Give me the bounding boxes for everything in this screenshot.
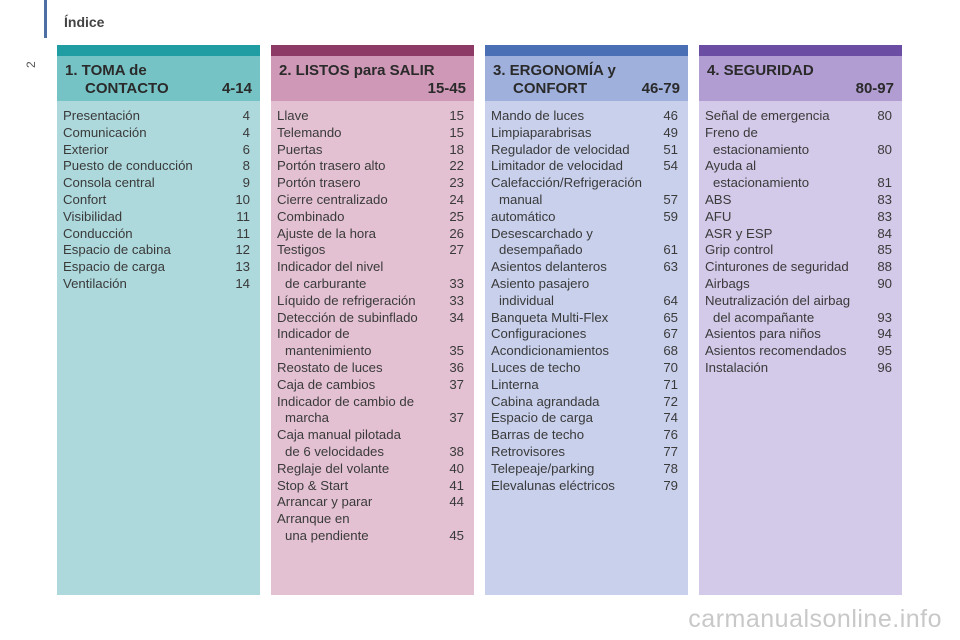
toc-entry[interactable] bbox=[63, 158, 250, 175]
toc-entry-page: 6 bbox=[242, 141, 250, 157]
toc-entry-page: 81 bbox=[877, 175, 892, 191]
toc-entry-page: 37 bbox=[449, 376, 464, 392]
toc-entry-label: Espacio de cabina bbox=[63, 242, 171, 258]
toc-entry-label: Reostato de luces bbox=[277, 359, 383, 375]
toc-entry-label: Asiento pasajero bbox=[491, 275, 590, 291]
toc-entry[interactable] bbox=[705, 310, 892, 327]
toc-entry-label: Ajuste de la hora bbox=[277, 225, 376, 241]
toc-entry[interactable] bbox=[491, 226, 678, 243]
toc-entry-page: 11 bbox=[236, 225, 250, 241]
toc-entry-page: 88 bbox=[877, 259, 892, 275]
toc-entry[interactable] bbox=[705, 343, 892, 360]
section-column-3 bbox=[485, 45, 688, 595]
toc-entry-page: 94 bbox=[877, 326, 892, 342]
toc-entry-page: 22 bbox=[449, 158, 464, 174]
toc-entry-page: 68 bbox=[663, 343, 678, 359]
toc-entry-page: 54 bbox=[663, 158, 678, 174]
toc-entry-label: Exterior bbox=[63, 141, 109, 157]
toc-entry-page: 93 bbox=[877, 309, 892, 325]
toc-entry-page: 57 bbox=[663, 191, 678, 207]
toc-entry-label: Combinado bbox=[277, 208, 345, 224]
toc-entry-label: Ayuda al bbox=[705, 158, 757, 174]
toc-entry[interactable] bbox=[277, 326, 464, 343]
toc-entry-label: estacionamiento bbox=[713, 141, 810, 157]
section-page-range: 15-45 bbox=[427, 80, 466, 97]
toc-entry[interactable] bbox=[277, 511, 464, 528]
watermark: carmanualsonline.info bbox=[688, 605, 942, 633]
toc-entry-label: Señal de emergencia bbox=[705, 108, 830, 123]
toc-entry-page: 84 bbox=[877, 225, 892, 241]
toc-entry[interactable] bbox=[63, 142, 250, 159]
toc-entry-label: Regulador de velocidad bbox=[491, 141, 630, 157]
toc-entry-page: 63 bbox=[663, 259, 678, 275]
toc-entry-page: 4 bbox=[242, 108, 250, 123]
toc-entry-label: Indicador de bbox=[277, 326, 350, 342]
toc-entry-label: Espacio de carga bbox=[63, 259, 165, 275]
section-column-4 bbox=[699, 45, 902, 595]
toc-entry-label: Linterna bbox=[491, 376, 539, 392]
toc-entry[interactable] bbox=[705, 142, 892, 159]
toc-entry-page bbox=[444, 259, 464, 276]
toc-entry-label: Arranque en bbox=[277, 511, 350, 527]
page-number: 2 bbox=[24, 61, 38, 68]
section-header bbox=[57, 56, 260, 101]
toc-entry-label: Indicador del nivel bbox=[277, 259, 384, 275]
toc-entry-label: ASR y ESP bbox=[705, 225, 773, 241]
toc-entry-label: Freno de bbox=[705, 124, 758, 140]
toc-entry-page: 25 bbox=[449, 208, 464, 224]
toc-entry[interactable] bbox=[277, 125, 464, 142]
toc-entry-label: Instalación bbox=[705, 359, 769, 375]
toc-entry[interactable] bbox=[491, 209, 678, 226]
toc-entry[interactable] bbox=[277, 293, 464, 310]
toc-entry[interactable] bbox=[277, 528, 464, 545]
toc-entry-label: individual bbox=[499, 292, 554, 308]
toc-entry[interactable] bbox=[63, 259, 250, 276]
toc-entry-label: Limitador de velocidad bbox=[491, 158, 623, 174]
toc-entry[interactable] bbox=[277, 461, 464, 478]
toc-entry-label: Portón trasero alto bbox=[277, 158, 386, 174]
toc-entry[interactable] bbox=[63, 276, 250, 293]
toc-entry-label: Cinturones de seguridad bbox=[705, 259, 849, 275]
toc-entry-page: 11 bbox=[236, 208, 250, 224]
toc-entry[interactable] bbox=[277, 478, 464, 495]
toc-entry[interactable] bbox=[491, 175, 678, 192]
toc-entry-page: 64 bbox=[663, 292, 678, 308]
section-topbar bbox=[57, 45, 260, 56]
toc-entry-page: 41 bbox=[449, 477, 464, 493]
toc-entry[interactable] bbox=[277, 310, 464, 327]
toc-entry-page: 27 bbox=[449, 242, 464, 258]
toc-entry-label: Confort bbox=[63, 191, 107, 207]
toc-entry-label: ABS bbox=[705, 191, 732, 207]
toc-entry-label: Puesto de conducción bbox=[63, 158, 193, 174]
toc-entry[interactable] bbox=[63, 125, 250, 142]
toc-entry-page bbox=[444, 394, 464, 411]
section-page-range: 80-97 bbox=[855, 80, 894, 97]
toc-entry-label: Caja manual pilotada bbox=[277, 427, 401, 443]
toc-entry[interactable] bbox=[277, 494, 464, 511]
toc-entry[interactable] bbox=[277, 410, 464, 427]
section-entries bbox=[57, 101, 260, 293]
toc-entry[interactable] bbox=[63, 192, 250, 209]
toc-entry-page: 26 bbox=[449, 225, 464, 241]
toc-entry[interactable] bbox=[277, 377, 464, 394]
section-page-range: 46-79 bbox=[641, 80, 680, 97]
toc-entry-page: 59 bbox=[663, 208, 678, 224]
toc-entry-label: Asientos delanteros bbox=[491, 259, 607, 275]
toc-entry-page: 85 bbox=[877, 242, 892, 258]
toc-entry-label: Cabina agrandada bbox=[491, 393, 600, 409]
toc-entry[interactable] bbox=[705, 108, 892, 125]
toc-entry[interactable] bbox=[277, 175, 464, 192]
toc-entry-label: estacionamiento bbox=[713, 175, 810, 191]
toc-entry-page: 76 bbox=[663, 427, 678, 443]
toc-entry[interactable] bbox=[491, 192, 678, 209]
toc-entry[interactable] bbox=[277, 108, 464, 125]
toc-entry-page: 74 bbox=[663, 410, 678, 426]
toc-entry-label: Visibilidad bbox=[63, 208, 123, 224]
toc-entry-label: Barras de techo bbox=[491, 427, 585, 443]
toc-entry-page bbox=[444, 326, 464, 343]
toc-entry-label: Comunicación bbox=[63, 124, 147, 140]
toc-entry[interactable] bbox=[705, 209, 892, 226]
toc-entry[interactable] bbox=[491, 444, 678, 461]
toc-entry[interactable] bbox=[63, 108, 250, 125]
toc-entry-page: 9 bbox=[242, 175, 250, 191]
toc-entry-label: Ventilación bbox=[63, 275, 127, 291]
toc-entry[interactable] bbox=[491, 293, 678, 310]
toc-entry-label: Reglaje del volante bbox=[277, 460, 390, 476]
section-header bbox=[699, 56, 902, 101]
toc-entry-label: Presentación bbox=[63, 108, 140, 123]
toc-entry-label: mantenimiento bbox=[285, 343, 372, 359]
section-title: 2. LISTOS para SALIR bbox=[279, 62, 435, 79]
toc-entry[interactable] bbox=[491, 326, 678, 343]
toc-entry-page: 95 bbox=[877, 343, 892, 359]
toc-entry-page bbox=[444, 427, 464, 444]
toc-entry[interactable] bbox=[491, 125, 678, 142]
toc-entry-page: 36 bbox=[449, 359, 464, 375]
toc-entry-label: de carburante bbox=[285, 275, 367, 291]
toc-entry[interactable] bbox=[277, 343, 464, 360]
section-topbar bbox=[485, 45, 688, 56]
toc-entry-label: automático bbox=[491, 208, 556, 224]
toc-entry-label: Telemando bbox=[277, 124, 342, 140]
toc-entry[interactable] bbox=[491, 108, 678, 125]
toc-entry[interactable] bbox=[705, 360, 892, 377]
toc-entry[interactable] bbox=[491, 343, 678, 360]
toc-entry-label: Caja de cambios bbox=[277, 376, 376, 392]
toc-entry-label: Banqueta Multi-Flex bbox=[491, 309, 609, 325]
toc-entry[interactable] bbox=[491, 394, 678, 411]
toc-entry-page: 35 bbox=[449, 343, 464, 359]
toc-entry[interactable] bbox=[491, 478, 678, 495]
toc-entry-label: Cierre centralizado bbox=[277, 191, 388, 207]
section-topbar bbox=[271, 45, 474, 56]
toc-entry-page bbox=[872, 293, 892, 310]
toc-entry-page: 96 bbox=[877, 359, 892, 375]
toc-entry[interactable] bbox=[705, 326, 892, 343]
toc-entry[interactable] bbox=[491, 360, 678, 377]
toc-entry-label: Conducción bbox=[63, 225, 133, 241]
toc-entry[interactable] bbox=[705, 259, 892, 276]
toc-entry-page: 51 bbox=[663, 141, 678, 157]
toc-entry-page bbox=[444, 511, 464, 528]
toc-entry[interactable] bbox=[705, 175, 892, 192]
toc-entry-label: Espacio de carga bbox=[491, 410, 593, 426]
toc-entry-page: 40 bbox=[449, 460, 464, 476]
toc-entry-label: Luces de techo bbox=[491, 359, 581, 375]
toc-entry[interactable] bbox=[491, 242, 678, 259]
toc-entry[interactable] bbox=[705, 293, 892, 310]
toc-entry-label: Testigos bbox=[277, 242, 326, 258]
section-title: 4. SEGURIDAD bbox=[707, 62, 814, 79]
toc-entry-label: Mando de luces bbox=[491, 108, 585, 123]
toc-entry-label: manual bbox=[499, 191, 543, 207]
toc-entry-page: 8 bbox=[242, 158, 250, 174]
toc-entry-page: 83 bbox=[877, 191, 892, 207]
toc-entry-label: desempañado bbox=[499, 242, 583, 258]
section-title-cont: CONFORT bbox=[513, 80, 588, 97]
toc-entry-label: marcha bbox=[285, 410, 329, 426]
section-column-1 bbox=[57, 45, 260, 595]
toc-entry[interactable] bbox=[705, 125, 892, 142]
toc-entry-page: 18 bbox=[449, 141, 464, 157]
toc-entry-label: AFU bbox=[705, 208, 732, 224]
toc-entry[interactable] bbox=[491, 377, 678, 394]
toc-entry[interactable] bbox=[491, 142, 678, 159]
toc-entry-page bbox=[658, 226, 678, 243]
toc-entry-label: del acompañante bbox=[713, 309, 815, 325]
toc-entry-page: 80 bbox=[877, 141, 892, 157]
toc-entry-label: Stop & Start bbox=[277, 477, 349, 493]
toc-entry-label: Configuraciones bbox=[491, 326, 587, 342]
toc-entry-label: Líquido de refrigeración bbox=[277, 292, 416, 308]
toc-entry[interactable] bbox=[277, 192, 464, 209]
toc-entry-label: Acondicionamientos bbox=[491, 343, 610, 359]
toc-entry[interactable] bbox=[705, 276, 892, 293]
section-topbar bbox=[699, 45, 902, 56]
toc-entry-page: 79 bbox=[663, 477, 678, 493]
toc-entry-page: 65 bbox=[663, 309, 678, 325]
section-entries bbox=[485, 101, 688, 494]
toc-entry-label: Llave bbox=[277, 108, 309, 123]
toc-entry-page: 37 bbox=[449, 410, 464, 426]
toc-entry-label: Retrovisores bbox=[491, 443, 566, 459]
toc-entry-label: Telepeaje/parking bbox=[491, 460, 595, 476]
toc-entry-page: 46 bbox=[663, 108, 678, 123]
toc-entry[interactable] bbox=[277, 444, 464, 461]
toc-entry[interactable] bbox=[705, 158, 892, 175]
toc-entry[interactable] bbox=[491, 427, 678, 444]
toc-entry[interactable] bbox=[277, 427, 464, 444]
toc-entry-label: Asientos para niños bbox=[705, 326, 821, 342]
toc-entry-label: Detección de subinflado bbox=[277, 309, 418, 325]
toc-entry-page: 15 bbox=[449, 124, 464, 140]
toc-entry-page bbox=[872, 125, 892, 142]
section-page-range: 4-14 bbox=[221, 80, 252, 97]
toc-entry-page: 23 bbox=[449, 175, 464, 191]
toc-entry[interactable] bbox=[705, 226, 892, 243]
toc-entry-page: 13 bbox=[235, 259, 250, 275]
toc-entry-page: 83 bbox=[877, 208, 892, 224]
section-header bbox=[271, 56, 474, 101]
section-title: 3. ERGONOMÍA y bbox=[493, 62, 616, 79]
toc-entry[interactable] bbox=[277, 242, 464, 259]
section-column-2 bbox=[271, 45, 474, 595]
toc-entry-page: 34 bbox=[449, 309, 464, 325]
toc-entry-label: Desescarchado y bbox=[491, 225, 593, 241]
toc-entry-label: Consola central bbox=[63, 175, 155, 191]
page-title: Índice bbox=[64, 14, 105, 30]
toc-entry[interactable] bbox=[491, 461, 678, 478]
toc-entry[interactable] bbox=[277, 142, 464, 159]
toc-entry-page: 49 bbox=[663, 124, 678, 140]
toc-entry[interactable] bbox=[705, 242, 892, 259]
toc-entry[interactable] bbox=[705, 192, 892, 209]
toc-entry-label: Neutralización del airbag bbox=[705, 292, 851, 308]
toc-entry-label: Asientos recomendados bbox=[705, 343, 847, 359]
toc-entry-page: 77 bbox=[663, 443, 678, 459]
toc-entry-page: 33 bbox=[449, 275, 464, 291]
toc-entry[interactable] bbox=[277, 158, 464, 175]
toc-entry-page: 70 bbox=[663, 359, 678, 375]
toc-entry-page: 80 bbox=[877, 108, 892, 123]
toc-entry-page: 33 bbox=[449, 292, 464, 308]
toc-entry-page: 12 bbox=[235, 242, 250, 258]
toc-entry[interactable] bbox=[491, 310, 678, 327]
toc-entry-label: Puertas bbox=[277, 141, 323, 157]
toc-entry-label: Arrancar y parar bbox=[277, 494, 373, 510]
toc-entry-page: 71 bbox=[663, 376, 678, 392]
side-accent-bar bbox=[44, 0, 47, 38]
section-title: 1. TOMA de bbox=[65, 62, 147, 79]
toc-entry-page: 72 bbox=[663, 393, 678, 409]
toc-entry-page: 61 bbox=[663, 242, 678, 258]
toc-entry[interactable] bbox=[63, 226, 250, 243]
toc-entry-page bbox=[658, 276, 678, 293]
toc-entry-label: de 6 velocidades bbox=[285, 443, 384, 459]
toc-entry-page bbox=[658, 175, 678, 192]
toc-entry[interactable] bbox=[277, 394, 464, 411]
toc-entry[interactable] bbox=[63, 242, 250, 259]
toc-entry-label: Elevalunas eléctricos bbox=[491, 477, 615, 493]
toc-entry-page: 45 bbox=[449, 527, 464, 543]
toc-entry-label: Portón trasero bbox=[277, 175, 361, 191]
toc-entry-page: 10 bbox=[235, 191, 250, 207]
toc-entry[interactable] bbox=[277, 209, 464, 226]
toc-entry-page bbox=[872, 158, 892, 175]
toc-entry-page: 44 bbox=[449, 494, 464, 510]
toc-entry-page: 4 bbox=[242, 124, 250, 140]
section-header bbox=[485, 56, 688, 101]
toc-entry[interactable] bbox=[277, 226, 464, 243]
toc-entry-label: Calefacción/Refrigeración bbox=[491, 175, 642, 191]
toc-entry[interactable] bbox=[277, 360, 464, 377]
toc-entry[interactable] bbox=[277, 259, 464, 276]
toc-entry[interactable] bbox=[491, 259, 678, 276]
toc-entry-label: Indicador de cambio de bbox=[277, 393, 415, 409]
toc-entry-page: 90 bbox=[877, 275, 892, 291]
toc-entry-label: una pendiente bbox=[285, 527, 369, 543]
section-entries bbox=[699, 101, 902, 377]
toc-entry[interactable] bbox=[63, 175, 250, 192]
toc-entry[interactable] bbox=[491, 158, 678, 175]
section-title-cont: CONTACTO bbox=[85, 80, 169, 97]
toc-entry[interactable] bbox=[491, 276, 678, 293]
toc-entry-page: 38 bbox=[449, 443, 464, 459]
toc-entry-label: Airbags bbox=[705, 275, 750, 291]
toc-entry[interactable] bbox=[491, 410, 678, 427]
toc-entry-page: 15 bbox=[449, 108, 464, 123]
toc-entry[interactable] bbox=[277, 276, 464, 293]
section-entries bbox=[271, 101, 474, 545]
toc-entry[interactable] bbox=[63, 209, 250, 226]
toc-entry-page: 78 bbox=[663, 460, 678, 476]
toc-entry-page: 24 bbox=[449, 191, 464, 207]
toc-entry-label: Limpiaparabrisas bbox=[491, 124, 592, 140]
toc-entry-page: 14 bbox=[235, 275, 250, 291]
toc-entry-page: 67 bbox=[663, 326, 678, 342]
toc-entry-label: Grip control bbox=[705, 242, 774, 258]
